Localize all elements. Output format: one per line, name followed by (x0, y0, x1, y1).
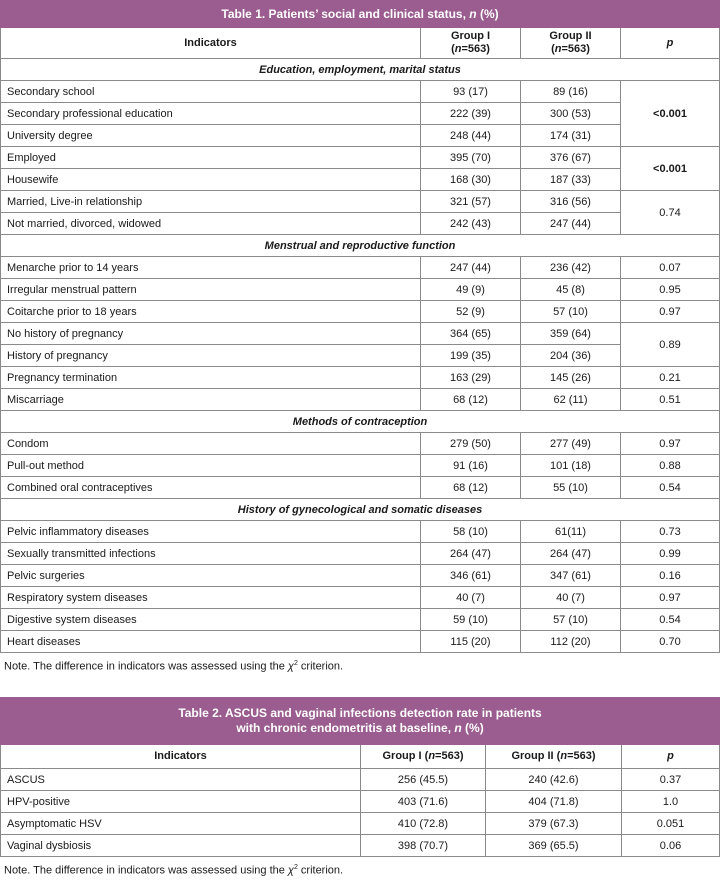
row-label: Pelvic inflammatory diseases (1, 521, 421, 543)
group-2-value: 187 (33) (521, 169, 621, 191)
row-label: Respiratory system diseases (1, 587, 421, 609)
row-label: Housewife (1, 169, 421, 191)
group-2-value: 55 (10) (521, 477, 621, 499)
row-label: ASCUS (1, 769, 361, 791)
group-2-value: 264 (47) (521, 543, 621, 565)
group-2-value: 57 (10) (521, 609, 621, 631)
group-1-value: 115 (20) (421, 631, 521, 653)
p-value: 1.0 (622, 791, 720, 813)
row-label: Menarche prior to 14 years (1, 257, 421, 279)
p-value: 0.54 (621, 609, 720, 631)
table-row (1, 301, 720, 323)
table-2-note: Note. The difference in indicators was assessed using the $\chi^2$ criterion. (4, 864, 344, 877)
p-value: 0.37 (622, 769, 720, 791)
group-1-value: 68 (12) (421, 477, 521, 499)
table-row (1, 213, 720, 235)
table-row (1, 543, 720, 565)
row-label: Married, Live-in relationship (1, 191, 421, 213)
group-1-value: 52 (9) (421, 301, 521, 323)
table-row (1, 103, 720, 125)
p-value: <0.001 (621, 147, 720, 191)
p-value: 0.95 (621, 279, 720, 301)
row-label: Secondary school (1, 81, 421, 103)
p-value: 0.70 (621, 631, 720, 653)
section-heading: Education, employment, marital status (1, 59, 720, 81)
table-row (1, 191, 720, 213)
p-value: 0.97 (621, 301, 720, 323)
p-value: 0.99 (621, 543, 720, 565)
row-label: Coitarche prior to 18 years (1, 301, 421, 323)
p-value: 0.06 (622, 835, 720, 857)
group-2-value: 45 (8) (521, 279, 621, 301)
p-value: 0.16 (621, 565, 720, 587)
group-1-value: 49 (9) (421, 279, 521, 301)
row-label: Irregular menstrual pattern (1, 279, 421, 301)
row-label: HPV-positive (1, 791, 361, 813)
header-group-2: Group II (n=563) (521, 28, 621, 59)
group-2-value: 379 (67.3) (486, 813, 622, 835)
table-row (1, 367, 720, 389)
row-label: University degree (1, 125, 421, 147)
header-p: p (621, 28, 720, 59)
row-label: Combined oral contraceptives (1, 477, 421, 499)
table-row (1, 125, 720, 147)
table-row (1, 433, 720, 455)
group-2-value: 204 (36) (521, 345, 621, 367)
row-label: Heart diseases (1, 631, 421, 653)
group-2-value: 277 (49) (521, 433, 621, 455)
p-value: 0.21 (621, 367, 720, 389)
group-1-value: 264 (47) (421, 543, 521, 565)
table-row (1, 769, 720, 791)
group-1-value: 248 (44) (421, 125, 521, 147)
row-label: History of pregnancy (1, 345, 421, 367)
row-label: Pregnancy termination (1, 367, 421, 389)
row-label: Employed (1, 147, 421, 169)
p-value: 0.07 (621, 257, 720, 279)
group-1-value: 256 (45.5) (361, 769, 486, 791)
group-2-value: 404 (71.8) (486, 791, 622, 813)
group-1-value: 247 (44) (421, 257, 521, 279)
header-group-1: Group I (n=563) (361, 745, 486, 769)
table-row (1, 521, 720, 543)
table-row (1, 345, 720, 367)
group-1-value: 40 (7) (421, 587, 521, 609)
header-indicators: Indicators (1, 745, 361, 769)
section-heading: History of gynecological and somatic diseases (1, 499, 720, 521)
group-1-value: 410 (72.8) (361, 813, 486, 835)
group-1-value: 403 (71.6) (361, 791, 486, 813)
row-label: Pull-out method (1, 455, 421, 477)
group-2-value: 40 (7) (521, 587, 621, 609)
row-label: Digestive system diseases (1, 609, 421, 631)
table-1-note: Note. The difference in indicators was assessed using the $\chi^2$ criterion. (4, 660, 344, 673)
p-value: 0.051 (622, 813, 720, 835)
row-label: Asymptomatic HSV (1, 813, 361, 835)
table-row (1, 169, 720, 191)
group-1-value: 68 (12) (421, 389, 521, 411)
row-label: Secondary professional education (1, 103, 421, 125)
group-1-value: 222 (39) (421, 103, 521, 125)
group-2-value: 174 (31) (521, 125, 621, 147)
table-row (1, 609, 720, 631)
table-row (1, 81, 720, 103)
p-value: <0.001 (621, 81, 720, 147)
p-value: 0.73 (621, 521, 720, 543)
p-value: 0.88 (621, 455, 720, 477)
group-2-value: 57 (10) (521, 301, 621, 323)
spacer (0, 674, 719, 697)
group-2-value: 62 (11) (521, 389, 621, 411)
group-1-value: 59 (10) (421, 609, 521, 631)
section-heading: Menstrual and reproductive function (1, 235, 720, 257)
group-2-value: 376 (67) (521, 147, 621, 169)
row-label: No history of pregnancy (1, 323, 421, 345)
table-row (1, 791, 720, 813)
p-value: 0.89 (621, 323, 720, 367)
header-p: p (622, 745, 720, 769)
group-1-value: 163 (29) (421, 367, 521, 389)
group-2-value: 316 (56) (521, 191, 621, 213)
table-row (1, 835, 720, 857)
group-1-value: 364 (65) (421, 323, 521, 345)
row-label: Not married, divorced, widowed (1, 213, 421, 235)
group-1-value: 93 (17) (421, 81, 521, 103)
group-1-value: 168 (30) (421, 169, 521, 191)
p-value: 0.97 (621, 433, 720, 455)
table-row (1, 477, 720, 499)
group-2-value: 89 (16) (521, 81, 621, 103)
group-2-value: 347 (61) (521, 565, 621, 587)
group-2-value: 236 (42) (521, 257, 621, 279)
group-2-value: 145 (26) (521, 367, 621, 389)
header-group-1: Group I (n=563) (421, 28, 521, 59)
group-1-value: 91 (16) (421, 455, 521, 477)
table-row (1, 587, 720, 609)
p-value: 0.74 (621, 191, 720, 235)
table-row (1, 455, 720, 477)
group-2-value: 359 (64) (521, 323, 621, 345)
group-1-value: 199 (35) (421, 345, 521, 367)
p-value: 0.97 (621, 587, 720, 609)
group-1-value: 395 (70) (421, 147, 521, 169)
table-1-title: Table 1. Patients’ social and clinical status, n (%) (1, 1, 720, 28)
group-1-value: 398 (70.7) (361, 835, 486, 857)
group-1-value: 58 (10) (421, 521, 521, 543)
group-2-value: 369 (65.5) (486, 835, 622, 857)
row-label: Sexually transmitted infections (1, 543, 421, 565)
group-1-value: 242 (43) (421, 213, 521, 235)
table-2 (0, 697, 720, 857)
row-label: Miscarriage (1, 389, 421, 411)
p-value: 0.54 (621, 477, 720, 499)
table-row (1, 565, 720, 587)
table-row (1, 279, 720, 301)
table-row (1, 257, 720, 279)
group-2-value: 240 (42.6) (486, 769, 622, 791)
table-row (1, 147, 720, 169)
table-2-title: Table 2. ASCUS and vaginal infections detection rate in patients with chronic endometritis at baseline, n (%) (1, 698, 720, 745)
group-2-value: 300 (53) (521, 103, 621, 125)
group-2-value: 61(11) (521, 521, 621, 543)
table-row (1, 323, 720, 345)
table-row (1, 813, 720, 835)
header-group-2: Group II (n=563) (486, 745, 622, 769)
group-1-value: 321 (57) (421, 191, 521, 213)
row-label: Pelvic surgeries (1, 565, 421, 587)
section-heading: Methods of contraception (1, 411, 720, 433)
p-value: 0.51 (621, 389, 720, 411)
group-1-value: 279 (50) (421, 433, 521, 455)
header-indicators: Indicators (1, 28, 421, 59)
table-row (1, 389, 720, 411)
table-row (1, 631, 720, 653)
group-2-value: 247 (44) (521, 213, 621, 235)
group-2-value: 101 (18) (521, 455, 621, 477)
group-2-value: 112 (20) (521, 631, 621, 653)
group-1-value: 346 (61) (421, 565, 521, 587)
row-label: Vaginal dysbiosis (1, 835, 361, 857)
row-label: Condom (1, 433, 421, 455)
